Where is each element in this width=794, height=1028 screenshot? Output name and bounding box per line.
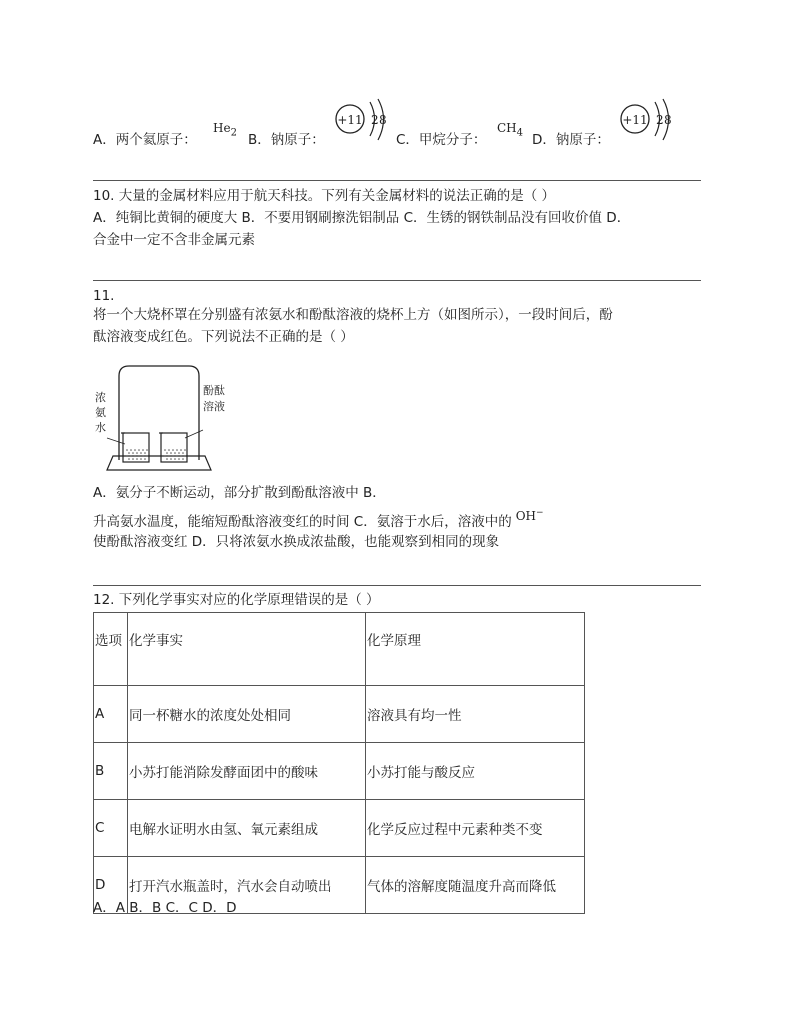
q11-options-line1: A．氨分子不断运动，部分扩散到酚酞溶液中 B． xyxy=(93,485,386,501)
atom-structure-diagram-d xyxy=(618,96,678,148)
svg-text:溶液: 溶液 xyxy=(203,400,225,413)
table-header-cell: 化学事实 xyxy=(128,613,366,686)
divider xyxy=(93,180,701,181)
table-header-cell: 选项 xyxy=(94,613,128,686)
divider xyxy=(93,585,701,586)
q11-options-line2: 升高氨水温度，能缩短酚酞溶液变红的时间 C．氨溶于水后，溶液中的 OH− xyxy=(93,508,544,530)
divider xyxy=(93,280,701,281)
q9-option-c-formula: $CH_4$ xyxy=(497,121,524,139)
q12-options: A．A B．B C．C D．D xyxy=(93,900,237,916)
q9-option-a-formula: $He_2$ xyxy=(213,121,237,139)
atom-structure-diagram-b xyxy=(333,96,393,148)
table-cell: 化学反应过程中元素种类不变 xyxy=(366,800,585,857)
table-cell: 溶液具有均一性 xyxy=(366,686,585,743)
svg-text:8: 8 xyxy=(664,113,672,127)
svg-text:2: 2 xyxy=(656,113,664,127)
table-row xyxy=(94,686,585,743)
svg-text:酚酞: 酚酞 xyxy=(203,384,225,397)
svg-text:水: 水 xyxy=(95,421,106,434)
table-cell: D xyxy=(94,857,128,914)
q9-option-a-label: A．两个氦原子： xyxy=(93,132,197,148)
svg-text:+11: +11 xyxy=(337,113,363,127)
svg-text:8: 8 xyxy=(379,113,387,127)
svg-text:+11: +11 xyxy=(622,113,648,127)
q9-option-b-label: B．钠原子： xyxy=(248,132,325,148)
q12-table xyxy=(93,612,585,914)
q11-number: 11. xyxy=(93,288,115,304)
q10-stem: 10. 大量的金属材料应用于航天科技。下列有关金属材料的说法正确的是（ ） xyxy=(93,188,556,204)
beaker-experiment-figure xyxy=(93,358,225,478)
table-cell: 小苏打能消除发酵面团中的酸味 xyxy=(128,743,366,800)
q10-options-line2: 合金中一定不含非金属元素 xyxy=(93,232,255,248)
table-cell: B xyxy=(94,743,128,800)
table-cell: 同一杯糖水的浓度处处相同 xyxy=(128,686,366,743)
table-cell: 打开汽水瓶盖时，汽水会自动喷出 xyxy=(128,857,366,914)
q10-options-line1: A．纯铜比黄铜的硬度大 B．不要用钢刷擦洗铝制品 C．生锈的钢铁制品没有回收价值 D． xyxy=(93,210,631,226)
table-cell: 小苏打能与酸反应 xyxy=(366,743,585,800)
table-cell: A xyxy=(94,686,128,743)
svg-text:氨: 氨 xyxy=(95,406,106,419)
q12-stem: 12. 下列化学事实对应的化学原理错误的是（ ） xyxy=(93,592,380,608)
table-cell: 电解水证明水由氢、氧元素组成 xyxy=(128,800,366,857)
table-cell: 气体的溶解度随温度升高而降低 xyxy=(366,857,585,914)
q11-stem-line1: 将一个大烧杯罩在分别盛有浓氨水和酚酞溶液的烧杯上方（如图所示），一段时间后，酚 xyxy=(93,307,613,323)
table-row xyxy=(94,743,585,800)
svg-text:2: 2 xyxy=(371,113,379,127)
table-cell: C xyxy=(94,800,128,857)
q9-option-d-label: D．钠原子： xyxy=(532,132,610,148)
table-header-cell: 化学原理 xyxy=(366,613,585,686)
q11-oh-formula: OH− xyxy=(515,508,544,523)
q11-stem-line2: 酞溶液变成红色。下列说法不正确的是（ ） xyxy=(93,329,354,345)
q9-option-c-label: C．甲烷分子： xyxy=(396,132,487,148)
table-header-row xyxy=(94,613,585,686)
q11-options-line3: 使酚酞溶液变红 D．只将浓氨水换成浓盐酸，也能观察到相同的现象 xyxy=(93,534,500,550)
table-row xyxy=(94,800,585,857)
svg-text:浓: 浓 xyxy=(95,391,106,404)
